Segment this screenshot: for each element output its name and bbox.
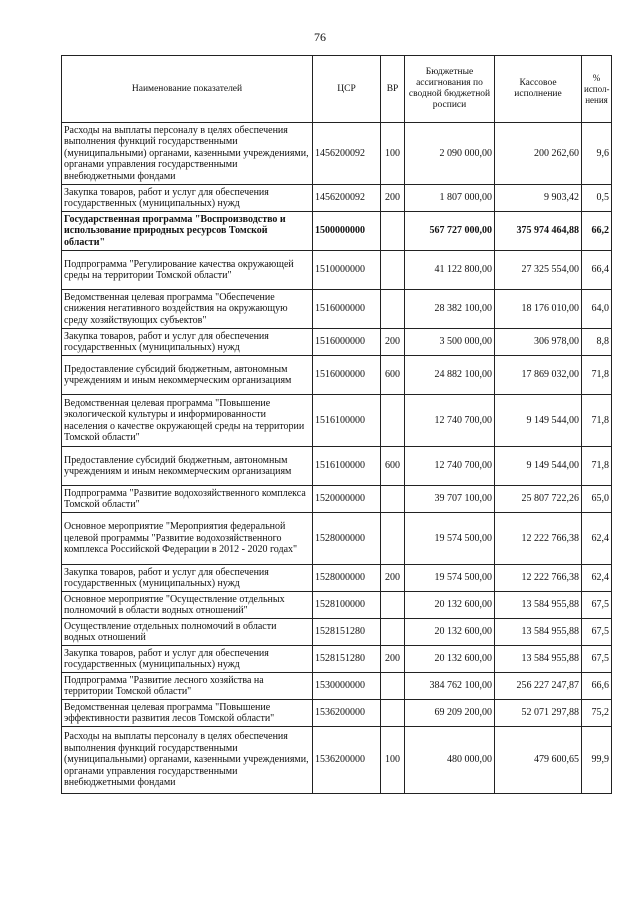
cell-cash: 27 325 554,00 (495, 251, 582, 290)
cell-cash: 12 222 766,38 (495, 513, 582, 565)
cell-vr: 100 (381, 727, 405, 794)
budget-table (61, 55, 612, 794)
table-row (62, 592, 612, 619)
cell-assigned: 3 500 000,00 (405, 329, 495, 356)
cell-percent: 65,0 (582, 486, 612, 513)
table-body (62, 123, 612, 794)
cell-cash: 52 071 297,88 (495, 700, 582, 727)
cell-assigned: 24 882 100,00 (405, 356, 495, 395)
table-row (62, 513, 612, 565)
table-header-row (62, 56, 612, 123)
table-row (62, 565, 612, 592)
table-row (62, 619, 612, 646)
cell-csr: 1528100000 (313, 592, 381, 619)
cell-percent: 71,8 (582, 356, 612, 395)
cell-vr (381, 700, 405, 727)
cell-assigned: 20 132 600,00 (405, 619, 495, 646)
cell-assigned: 39 707 100,00 (405, 486, 495, 513)
cell-percent: 71,8 (582, 447, 612, 486)
table-row (62, 329, 612, 356)
cell-name: Закупка товаров, работ и услуг для обеспечения государственных (муниципальных) нужд (62, 329, 313, 356)
cell-assigned: 12 740 700,00 (405, 395, 495, 447)
cell-percent: 67,5 (582, 619, 612, 646)
cell-cash: 256 227 247,87 (495, 673, 582, 700)
table-row (62, 290, 612, 329)
cell-cash: 17 869 032,00 (495, 356, 582, 395)
header-cash: Кассовое исполнение (495, 56, 582, 123)
cell-name: Подпрограмма "Развитие лесного хозяйства на территории Томской области" (62, 673, 313, 700)
cell-percent: 0,5 (582, 185, 612, 212)
cell-csr: 1456200092 (313, 123, 381, 185)
cell-name: Ведомственная целевая программа "Повышение экологической культуры и информированности населения о качестве окружающей среды на территории Томской области" (62, 395, 313, 447)
cell-name: Ведомственная целевая программа "Обеспечение снижения негативного воздействия на окружающую среду хозяйствующих субъектов" (62, 290, 313, 329)
cell-vr: 600 (381, 447, 405, 486)
table-row (62, 185, 612, 212)
cell-percent: 9,6 (582, 123, 612, 185)
cell-percent: 66,6 (582, 673, 612, 700)
cell-name: Расходы на выплаты персоналу в целях обеспечения выполнения функций государственными (муниципальными) органами, казенными учреждениями, органами управления государственными внебюджетными фондами (62, 123, 313, 185)
cell-cash: 12 222 766,38 (495, 565, 582, 592)
cell-name: Основное мероприятие "Осуществление отдельных полномочий в области водных отношений" (62, 592, 313, 619)
cell-assigned: 19 574 500,00 (405, 565, 495, 592)
cell-csr: 1536200000 (313, 727, 381, 794)
cell-csr: 1456200092 (313, 185, 381, 212)
table-row (62, 212, 612, 251)
cell-csr: 1536200000 (313, 700, 381, 727)
cell-csr: 1530000000 (313, 673, 381, 700)
cell-cash: 9 149 544,00 (495, 447, 582, 486)
cell-vr: 100 (381, 123, 405, 185)
cell-cash: 13 584 955,88 (495, 592, 582, 619)
cell-csr: 1528000000 (313, 565, 381, 592)
cell-name: Предоставление субсидий бюджетным, автономным учреждениям и иным некоммерческим организациям (62, 447, 313, 486)
cell-percent: 62,4 (582, 513, 612, 565)
cell-assigned: 19 574 500,00 (405, 513, 495, 565)
header-assigned: Бюджетные ассигнования по сводной бюджетной росписи (405, 56, 495, 123)
cell-assigned: 41 122 800,00 (405, 251, 495, 290)
cell-cash: 9 149 544,00 (495, 395, 582, 447)
cell-assigned: 69 209 200,00 (405, 700, 495, 727)
cell-cash: 200 262,60 (495, 123, 582, 185)
cell-cash: 306 978,00 (495, 329, 582, 356)
cell-assigned: 12 740 700,00 (405, 447, 495, 486)
header-name: Наименование показателей (62, 56, 313, 123)
cell-vr: 200 (381, 646, 405, 673)
cell-vr (381, 212, 405, 251)
cell-csr: 1516100000 (313, 395, 381, 447)
cell-name: Предоставление субсидий бюджетным, автономным учреждениям и иным некоммерческим организациям (62, 356, 313, 395)
cell-assigned: 384 762 100,00 (405, 673, 495, 700)
cell-vr (381, 673, 405, 700)
cell-vr (381, 251, 405, 290)
cell-name: Ведомственная целевая программа "Повышение эффективности развития лесов Томской области" (62, 700, 313, 727)
cell-assigned: 567 727 000,00 (405, 212, 495, 251)
cell-csr: 1528151280 (313, 646, 381, 673)
cell-name: Подпрограмма "Развитие водохозяйственного комплекса Томской области" (62, 486, 313, 513)
table-row (62, 646, 612, 673)
cell-name: Расходы на выплаты персоналу в целях обеспечения выполнения функций государственными (муниципальными) органами, казенными учреждениями, органами управления государственными внебюджетными фондами (62, 727, 313, 794)
cell-percent: 66,4 (582, 251, 612, 290)
cell-name: Государственная программа "Воспроизводство и использование природных ресурсов Томской области" (62, 212, 313, 251)
cell-vr: 200 (381, 329, 405, 356)
cell-assigned: 20 132 600,00 (405, 592, 495, 619)
cell-vr (381, 290, 405, 329)
table-row (62, 700, 612, 727)
cell-vr: 200 (381, 565, 405, 592)
cell-name: Закупка товаров, работ и услуг для обеспечения государственных (муниципальных) нужд (62, 185, 313, 212)
cell-percent: 75,2 (582, 700, 612, 727)
cell-vr (381, 619, 405, 646)
cell-assigned: 480 000,00 (405, 727, 495, 794)
cell-cash: 13 584 955,88 (495, 646, 582, 673)
cell-assigned: 1 807 000,00 (405, 185, 495, 212)
cell-assigned: 2 090 000,00 (405, 123, 495, 185)
cell-name: Осуществление отдельных полномочий в области водных отношений (62, 619, 313, 646)
cell-vr (381, 592, 405, 619)
cell-name: Подпрограмма "Регулирование качества окружающей среды на территории Томской области" (62, 251, 313, 290)
cell-csr: 1516000000 (313, 356, 381, 395)
cell-csr: 1500000000 (313, 212, 381, 251)
table-row (62, 251, 612, 290)
table-row (62, 673, 612, 700)
cell-vr: 600 (381, 356, 405, 395)
cell-percent: 71,8 (582, 395, 612, 447)
cell-percent: 64,0 (582, 290, 612, 329)
cell-vr (381, 513, 405, 565)
cell-vr: 200 (381, 185, 405, 212)
table-row (62, 395, 612, 447)
table-row (62, 447, 612, 486)
table-row (62, 356, 612, 395)
cell-percent: 62,4 (582, 565, 612, 592)
cell-cash: 25 807 722,26 (495, 486, 582, 513)
cell-vr (381, 486, 405, 513)
cell-cash: 13 584 955,88 (495, 619, 582, 646)
cell-csr: 1528000000 (313, 513, 381, 565)
cell-cash: 18 176 010,00 (495, 290, 582, 329)
cell-name: Основное мероприятие "Мероприятия федеральной целевой программы "Развитие водохозяйственного комплекса Российской Федерации в 2012 - 2020 годах" (62, 513, 313, 565)
cell-cash: 375 974 464,88 (495, 212, 582, 251)
cell-assigned: 28 382 100,00 (405, 290, 495, 329)
cell-csr: 1516000000 (313, 290, 381, 329)
cell-name: Закупка товаров, работ и услуг для обеспечения государственных (муниципальных) нужд (62, 565, 313, 592)
cell-vr (381, 395, 405, 447)
cell-csr: 1516100000 (313, 447, 381, 486)
cell-csr: 1516000000 (313, 329, 381, 356)
header-vr: ВР (381, 56, 405, 123)
cell-name: Закупка товаров, работ и услуг для обеспечения государственных (муниципальных) нужд (62, 646, 313, 673)
cell-percent: 67,5 (582, 592, 612, 619)
header-percent: % испол-нения (582, 56, 612, 123)
cell-percent: 66,2 (582, 212, 612, 251)
cell-csr: 1528151280 (313, 619, 381, 646)
table-row (62, 727, 612, 794)
page-number: 76 (314, 30, 326, 44)
table-row (62, 486, 612, 513)
header-csr: ЦСР (313, 56, 381, 123)
cell-percent: 67,5 (582, 646, 612, 673)
cell-cash: 479 600,65 (495, 727, 582, 794)
table-row (62, 123, 612, 185)
cell-assigned: 20 132 600,00 (405, 646, 495, 673)
cell-csr: 1510000000 (313, 251, 381, 290)
cell-csr: 1520000000 (313, 486, 381, 513)
cell-cash: 9 903,42 (495, 185, 582, 212)
cell-percent: 8,8 (582, 329, 612, 356)
cell-percent: 99,9 (582, 727, 612, 794)
